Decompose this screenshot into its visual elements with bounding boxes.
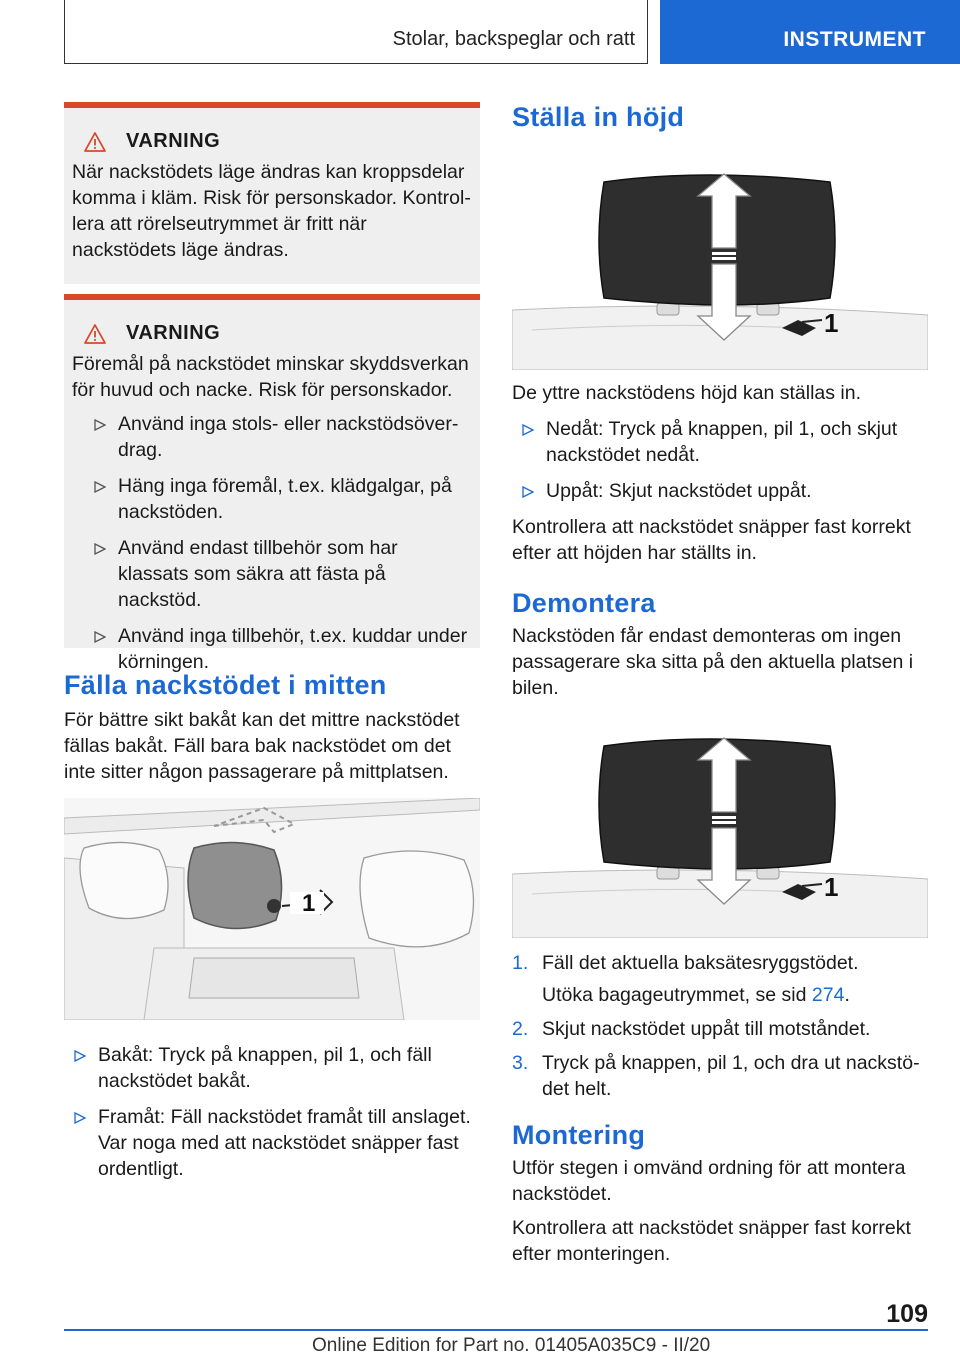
triangle-bullet-icon: [94, 631, 106, 643]
list-item: Använd inga tillbehör, t.ex. kuddar under körningen.: [84, 623, 472, 675]
warning-triangle-icon: [84, 324, 106, 344]
section-text: För bättre sikt bakåt kan det mittre nackstödet fällas bakåt. Fäll bara bak nackstödet om det inte sitter någon passagerare på mittplatsen.: [64, 709, 460, 783]
chapter-title: INSTRUMENT: [783, 28, 926, 51]
page-reference-link[interactable]: 274: [811, 984, 845, 1006]
triangle-bullet-icon: [94, 419, 106, 431]
triangle-bullet-icon: [74, 1112, 86, 1124]
list-item: Nedåt: Tryck på knappen, pil 1, och skjut nackstödet nedåt.: [512, 416, 928, 468]
warning-title-2: [72, 322, 472, 345]
section-mount: [512, 1120, 928, 1267]
figure-callout-label: 1: [824, 308, 839, 338]
section-height-body: [512, 380, 928, 566]
warning-triangle-icon: [84, 132, 106, 152]
list-item: Bakåt: Tryck på knappen, pil 1, och fäll nackstödet bakåt.: [64, 1042, 480, 1094]
warning-title-1: [72, 130, 472, 153]
list-item: Använd endast tillbehör som har klassats som säkra att fästa på nackstöd.: [84, 535, 472, 613]
section-remove: [512, 588, 928, 701]
section-fold: [64, 670, 480, 785]
figure-callout-label: 1: [302, 890, 316, 917]
section-text: Kontrollera att nackstödet snäpper fast korrekt efter att höjden har ställts in.: [512, 516, 911, 564]
section-heading: Montering: [512, 1120, 646, 1150]
warning-text-2: Föremål på nackstödet minskar skyddsverkan för huvud och nacke. Risk för personskador.: [72, 353, 469, 401]
triangle-bullet-icon: [522, 486, 534, 498]
list-item: Använd inga stols- eller nackstödsöverdrag.: [84, 411, 472, 463]
list-item: 1. Fäll det aktuella baksätesryggstödet. Utöka bagageutrymmet, se sid 274.: [512, 950, 928, 1008]
remove-steps: [512, 950, 928, 1110]
headrest-height-illustration: [512, 160, 928, 370]
section-text: Nackstöden får endast demonteras om ingen passagerare ska sitta på den aktuella platsen i bilen.: [512, 625, 914, 699]
warning-list: [72, 411, 472, 675]
page-header: [0, 0, 960, 66]
section-heading: Fälla nackstödet i mitten: [64, 670, 387, 700]
height-steps: [512, 416, 928, 504]
list-item: Framåt: Fäll nackstödet framåt till anslaget. Var noga med att nackstödet snäpper fast ordentligt.: [64, 1104, 480, 1182]
chapter-tab[interactable]: [660, 0, 960, 64]
section-title-box: [64, 0, 648, 64]
section-title: Stolar, backspeglar och ratt: [392, 28, 635, 50]
section-text: Kontrollera att nackstödet snäpper fast korrekt efter monteringen.: [512, 1217, 911, 1265]
warning-label: VARNING: [126, 130, 221, 152]
warning-box-2: [64, 294, 480, 673]
triangle-bullet-icon: [74, 1050, 86, 1062]
headrest-remove-illustration: [512, 724, 928, 938]
warning-text-1: När nackstödets läge ändras kan kroppsdelar komma i kläm. Risk för personskador. Kontrollera att rörelseutrymmet är fritt när nackstödets läge ändras.: [72, 161, 471, 261]
list-item: Uppåt: Skjut nackstödet uppåt.: [512, 478, 928, 504]
section-heading: Demontera: [512, 588, 656, 618]
list-item: 2. Skjut nackstödet uppåt till motståndet.: [512, 1018, 871, 1040]
page-number: 109: [886, 1300, 928, 1328]
section-heading: Ställa in höjd: [512, 102, 685, 132]
footer-edition: Online Edition for Part no. 01405A035C9 - II/20: [312, 1335, 711, 1356]
footer-divider: [64, 1329, 928, 1331]
section-text: De yttre nackstödens höjd kan ställas in.: [512, 382, 862, 404]
rear-seat-illustration: [64, 798, 480, 1020]
list-item: 3. Tryck på knappen, pil 1, och dra ut nackstödet helt.: [512, 1052, 920, 1100]
triangle-bullet-icon: [94, 481, 106, 493]
fold-steps: [64, 1042, 480, 1192]
section-text: Utför stegen i omvänd ordning för att montera nackstödet.: [512, 1157, 906, 1205]
triangle-bullet-icon: [522, 424, 534, 436]
list-item: Häng inga föremål, t.ex. klädgalgar, på nackstöden.: [84, 473, 472, 525]
step-note: Utöka bagageutrymmet, se sid 274.: [542, 984, 850, 1006]
triangle-bullet-icon: [94, 543, 106, 555]
figure-callout-label: 1: [824, 872, 839, 902]
warning-box-1: [64, 102, 480, 284]
warning-label: VARNING: [126, 322, 221, 344]
